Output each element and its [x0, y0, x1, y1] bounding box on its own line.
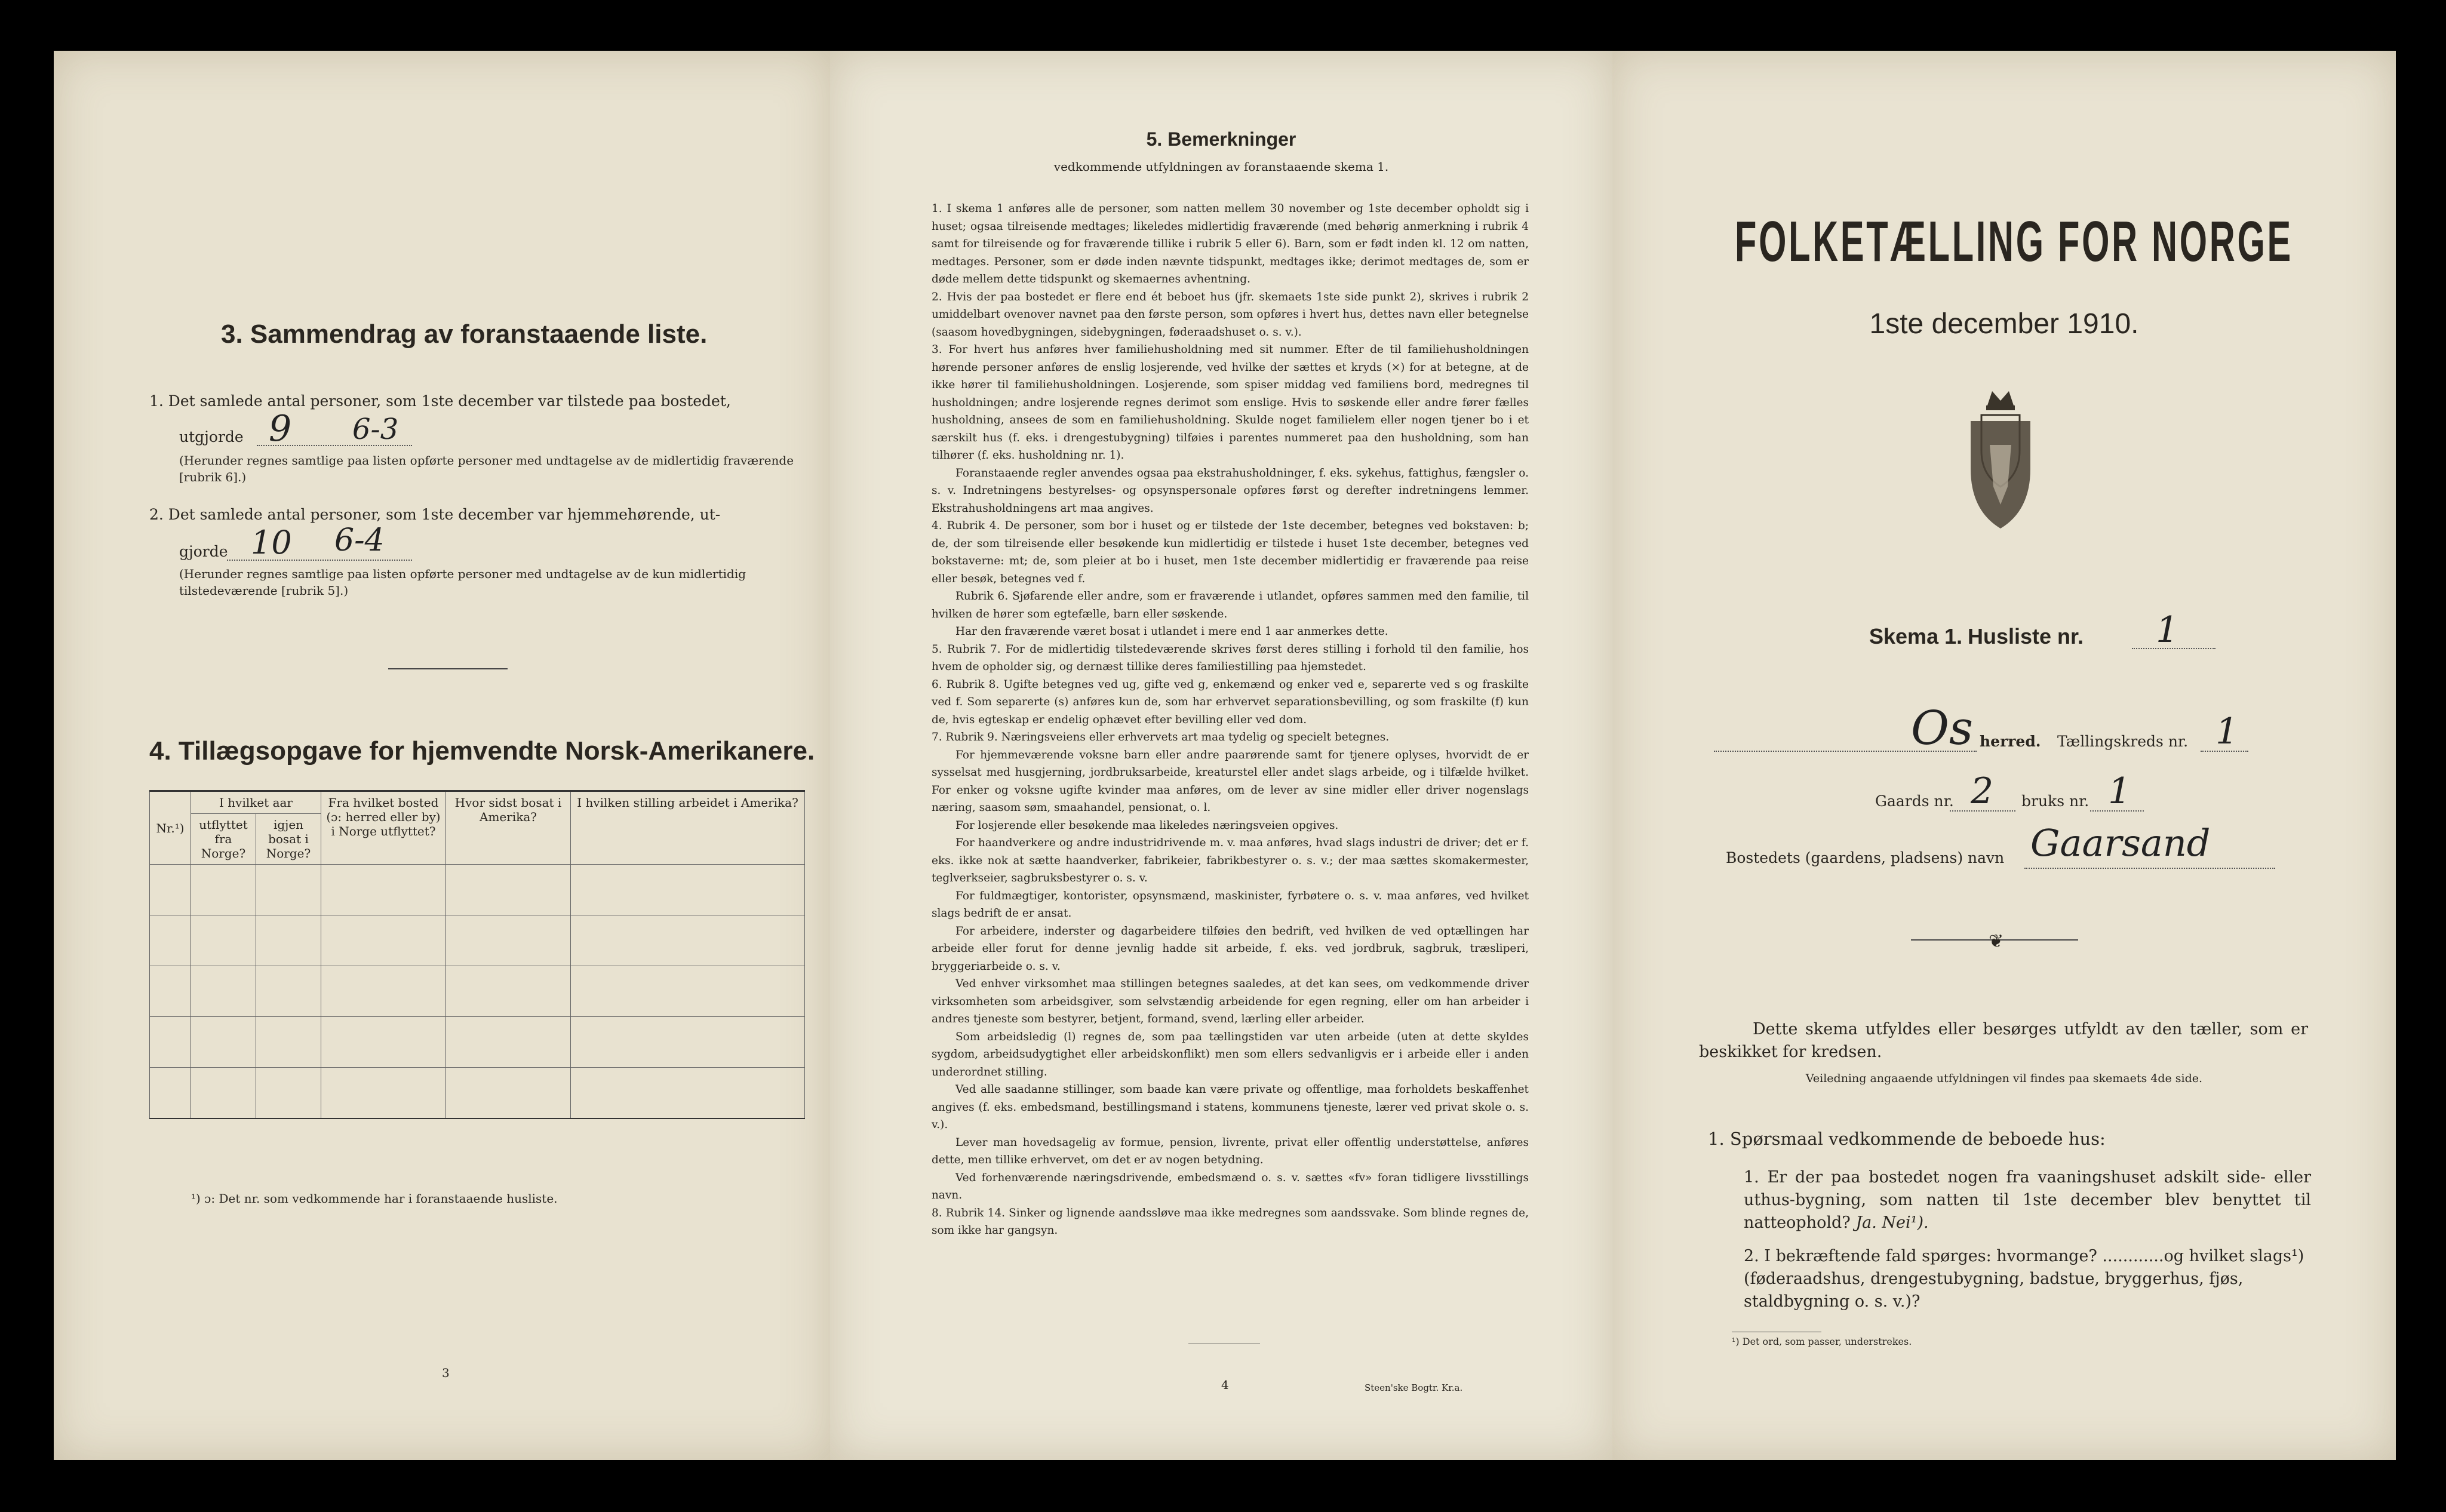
remark-paragraph: 3. For hvert hus anføres hver familiehusholdning med sit nummer. Efter de til familiehusholdningen hørende personer anføres de enslig losjerende, ved hvilke der sættes et kryds (×) for at betegne, at de ikke hører til familiehusholdningen. Losjerende, som spiser middag ved familiens bord, medregnes til husholdningen; andre losjerende regnes derimot som enslige. Hvis to søskende eller andre fører fælles husholdning, ansees de som en familiehusholdning. Skulde noget familielem eller nogen tjener bo i et særskilt hus (f. eks. i drengestubygning) tilføies i parentes nummeret paa den husholdning, som han tilhører (f. eks. husholdning nr. 1). — [932, 343, 1529, 462]
herred-label: herred. — [1980, 733, 2041, 750]
remark-paragraph: 2. Hvis der paa bostedet er flere end ét beboet hus (jfr. skemaets 1ste side punkt 2), skrives i rubrik 2 umiddelbart ovenover navnet paa den første person, som opføres i hvert hus, dettes navn eller betegnelse (saasom hovedbygningen, sidebygningen, føderaadshuset o. s. v.). — [932, 290, 1529, 339]
summary-item-1-note: (Herunder regnes samtlige paa listen opførte personer med undtagelse av de midlertidig fraværende [rubrik 6].) — [179, 453, 794, 484]
remark-paragraph: Ved alle saadanne stillinger, som baade kan være private og offentlige, maa forholdets beskaffenhet angives (f. eks. embedsmand, bestillingsmand i statens, kommunens tjeneste, lærer ved privat skole o. s. v.). — [932, 1083, 1529, 1131]
remark-paragraph: 6. Rubrik 8. Ugifte betegnes ved ug, gifte ved g, enkemænd og enker ved e, separerte ved s og fraskilte ved f. Som separerte (s) anføres kun de, som har erhvervet separationsbevilling, og som fraskilte (f) kun de, hvis egteskap er endelig ophævet efter bevilling eller ved dom. — [932, 678, 1529, 726]
summary-item-1-label: utgjorde — [179, 428, 244, 445]
table-row — [150, 1017, 805, 1068]
printer-mark: Steen'ske Bogtr. Kr.a. — [1365, 1382, 1463, 1393]
husliste-label: Husliste nr. — [1968, 624, 2084, 649]
bruks-value: 1 — [2108, 770, 2131, 812]
remark-paragraph: Rubrik 6. Sjøfarende eller andre, som er fraværende i utlandet, opføres sammen med den familie, til hvilken de hører som egtefælle, barn eller søskende. — [932, 590, 1529, 620]
remarks-heading: 5. Bemerkninger — [1146, 128, 1296, 150]
col-header-group: I hvilket aar — [191, 791, 321, 814]
question-1-text: 1. Er der paa bostedet nogen fra vaaningshuset adskilt side- eller uthus-bygning, som natten til 1ste december blev benyttet til natteophold? — [1744, 1168, 2311, 1232]
remark-paragraph: Foranstaaende regler anvendes ogsaa paa ekstrahusholdninger, f. eks. sykehus, fattighus, fængsler o. s. v. Indretningens bestyrelses- og opsynspersonale opføres først og derefter indretningens lemmer. Ekstrahusholdningens art maa angives. — [932, 466, 1529, 515]
table-row — [150, 1068, 805, 1119]
summary-item-1-extra: 6-3 — [352, 413, 399, 446]
bosted-value: Gaarsand — [2030, 821, 2211, 865]
page-number: 4 — [1221, 1378, 1229, 1392]
instructions-sub: Veiledning angaaende utfyldningen vil findes paa skemaets 4de side. — [1805, 1072, 2203, 1085]
summary-item-2-label: gjorde — [179, 543, 228, 560]
section-4-heading: 4. Tillægsopgave for hjemvendte Norsk-Amerikanere. — [149, 736, 815, 766]
col-header-amerika: Hvor sidst bosat i Amerika? — [446, 791, 571, 865]
skema-label: Skema 1. — [1869, 624, 1963, 649]
page-number: 3 — [442, 1366, 450, 1380]
summary-item-2-extra: 6-4 — [334, 523, 385, 558]
table-row — [150, 865, 805, 915]
remark-paragraph: Ved enhver virksomhet maa stillingen betegnes saaledes, at det kan sees, om vedkommende driver virksomheten som arbeidsgiver, som selvstændig arbeidende for egen regning, eller om han arbeider i andres tjeneste som bestyrer, betjent, formand, svend, lærling eller arbeider. — [932, 978, 1529, 1025]
bruks-label: bruks nr. — [2021, 792, 2089, 810]
col-header-utflyttet: utflyttet fra Norge? — [191, 814, 256, 865]
bosted-label: Bostedets (gaardens, pladsens) navn — [1726, 849, 2005, 866]
col-header-nr: Nr.¹) — [150, 791, 191, 865]
remark-paragraph: 4. Rubrik 4. De personer, som bor i huset og er tilstede der 1ste december, betegnes ved bokstaven: b; de, der som tilreisende eller besøkende kun midlertidig er tilstede i huset 1ste december, betegnes ved bokstaverne: mt; de, som pleier at bo i huset, men 1ste december midlertidig er fraværende paa reise eller besøk, betegnes ved f. — [932, 520, 1529, 585]
question-1-answer: Ja. Nei¹). — [1855, 1213, 1929, 1232]
kreds-value: 1 — [2215, 711, 2239, 752]
remark-paragraph: 5. Rubrik 7. For de midlertidig tilstedeværende skrives først deres stilling i forhold til den familie, hos hvem de opholder sig, og dernæst tillike deres familiestilling paa hjemstedet. — [932, 643, 1529, 673]
summary-item-1-value: 9 — [269, 408, 292, 450]
table-row — [150, 915, 805, 966]
questions-heading: 1. Spørsmaal vedkommende de beboede hus: — [1708, 1129, 2106, 1149]
page-4 — [830, 51, 1612, 1460]
remark-paragraph: For fuldmægtiger, kontorister, opsynsmænd, maskinister, fyrbøtere o. s. v. maa anføres, ved hvilket slags bedrift de er ansat. — [932, 889, 1529, 920]
table-row — [150, 966, 805, 1017]
question-2: 2. I bekræftende fald spørges: hvormange? ............og hvilket slags¹) (føderaadshus, drengestubygning, badstue, bryggerhus, fjøs, staldbygning o. s. v.)? — [1744, 1247, 2304, 1311]
remark-paragraph: For losjerende eller besøkende maa likeledes næringsveien opgives. — [955, 819, 1339, 832]
remark-paragraph: 7. Rubrik 9. Næringsveiens eller erhvervets art maa tydelig og specielt betegnes. — [932, 731, 1390, 743]
norsk-amerikanere-table — [149, 790, 805, 1119]
summary-item-1-text: 1. Det samlede antal personer, som 1ste december var tilstede paa bostedet, — [149, 392, 731, 410]
remark-paragraph: Som arbeidsledig (l) regnes de, som paa tællingstiden var uten arbeide (uten at dette skyldes sygdom, arbeidsudygtighet eller arbeidskonflikt) men som ellers sedvanligvis er i arbeide eller i anden underordnet stilling. — [932, 1030, 1529, 1078]
col-header-stilling: I hvilken stilling arbeidet i Amerika? — [571, 791, 805, 865]
divider — [388, 668, 508, 669]
remark-paragraph: Lever man hovedsagelig av formue, pension, livrente, privat eller offentlig understøttelse, anføres dette, men tillike erhvervet, om det er av nogen betydning. — [932, 1136, 1529, 1166]
remark-paragraph: For arbeidere, inderster og dagarbeidere tilføies den bedrift, ved hvilken de ved optællingen har arbeide eller forut for denne jevnlig hadde sit arbeide, f. eks. ved jordbruk, sagbruk, træsliperi, bryggeriarbeide o. s. v. — [932, 924, 1529, 973]
summary-item-2-text: 2. Det samlede antal personer, som 1ste december var hjemmehørende, ut- — [149, 506, 721, 523]
norway-coat-of-arms-icon — [1953, 385, 2048, 534]
table-footnote: ¹) ɔ: Det nr. som vedkommende har i foranstaaende husliste. — [191, 1191, 558, 1206]
summary-item-2-value: 10 — [251, 524, 292, 561]
herred-value: Os — [1911, 702, 1973, 755]
summary-item-2-note: (Herunder regnes samtlige paa listen opførte personer med undtagelse av de kun midlertidig tilstedeværende [rubrik 5].) — [179, 567, 746, 598]
gaards-value: 2 — [1971, 770, 1994, 812]
fleuron-icon: ❦ — [1989, 931, 2004, 952]
remark-paragraph: Ved forhenværende næringsdrivende, embedsmænd o. s. v. sættes «fv» foran tidligere livsstillings navn. — [932, 1171, 1529, 1201]
remark-paragraph: For hjemmeværende voksne barn eller andre paarørende samt for tjenere oplyses, hvorvidt de er sysselsat med husgjerning, jordbruksarbeide, kreaturstel eller andet slags arbeide, og i tilfælde hvilket. For enker og voksne ugifte kvinder maa anføres, om de lever av sine midler eller driver nogenslags næring, saasom søm, smaahandel, pensionat, o. l. — [932, 748, 1529, 814]
census-title: FOLKETÆLLING FOR NORGE — [1735, 210, 2293, 273]
husliste-value: 1 — [2156, 609, 2179, 651]
remarks-body — [932, 200, 1529, 1240]
remark-paragraph: For haandverkere og andre industridrivende m. v. maa anføres, hvad slags industri de driver; det er f. eks. ikke nok at sætte haandverker, fabrikeier, fabrikbestyrer o. s. v.; der maa sættes skomakermester, teglverkseier, sagbruksbestyrer o. s. v. — [932, 837, 1529, 884]
bosted-line — [2024, 868, 2275, 869]
census-date: 1ste december 1910. — [1869, 308, 2139, 340]
col-header-bosted: Fra hvilket bosted (ɔ: herred eller by) i Norge utflyttet? — [321, 791, 446, 865]
remark-paragraph: 1. I skema 1 anføres alle de personer, som natten mellem 30 november og 1ste december opholdt sig i huset; ogsaa tilreisende medtages; likeledes midlertidig fraværende (med behørig anmerkning i rubrik 4 samt for tilreisende og for fraværende tillike i rubrik 5 eller 6). Barn, som er født inden kl. 12 om natten, medtages. Personer, som er døde inden nævnte tidspunkt, medtages ikke; derimot medtages de, som er døde mellem dette tidspunkt og skemaernes avhentning. — [932, 202, 1529, 285]
question-1 — [1744, 1166, 2311, 1234]
instructions-main: Dette skema utfyldes eller besørges utfyldt av den tæller, som er beskikket for kredsen. — [1699, 1020, 2308, 1061]
page-3 — [54, 51, 830, 1460]
gaards-label: Gaards nr. — [1875, 792, 1954, 810]
remark-paragraph: Har den fraværende været bosat i utlandet i mere end 1 aar anmerkes dette. — [955, 625, 1388, 638]
remark-paragraph: 8. Rubrik 14. Sinker og lignende aandssløve maa ikke medregnes som aandssvake. Som blinde regnes de, som ikke har gangsyn. — [932, 1206, 1529, 1237]
remarks-subheading: vedkommende utfyldningen av foranstaaende skema 1. — [1053, 159, 1389, 174]
page-footnote: ¹) Det ord, som passer, understrekes. — [1732, 1336, 1912, 1347]
col-header-bosat: igjen bosat i Norge? — [256, 814, 321, 865]
section-3-heading: 3. Sammendrag av foranstaaende liste. — [221, 319, 708, 349]
kreds-label: Tællingskreds nr. — [2057, 733, 2189, 750]
page-1 — [1612, 51, 2396, 1460]
